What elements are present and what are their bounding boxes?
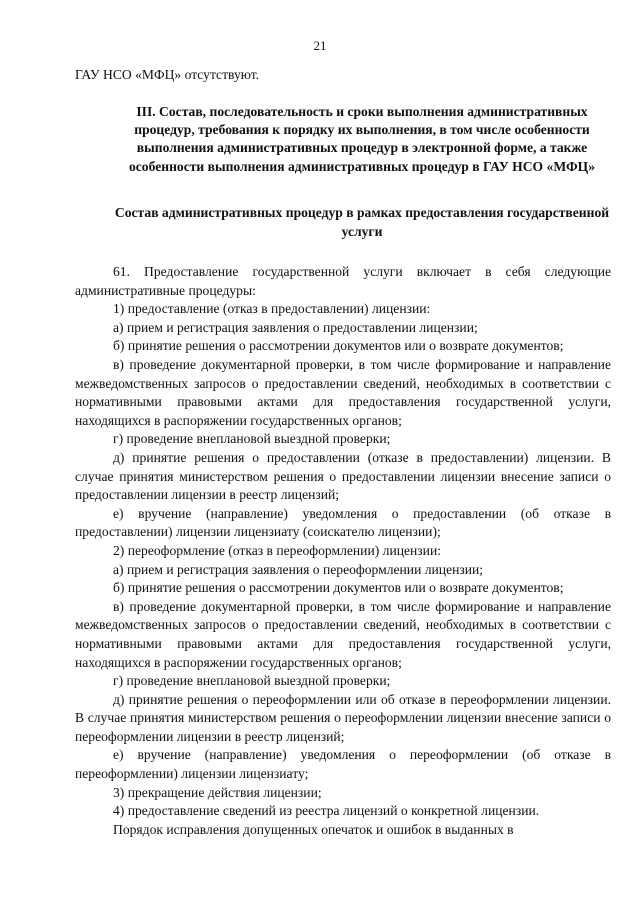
list-item: б) принятие решения о рассмотрении документов или о возврате документов; <box>113 338 564 354</box>
section-heading: III. Состав, последовательность и сроки выполнения административных процедур, требования к порядку их выполнения, в том числе особенности выполнения административных процедур в электронной форме, а также особенности выполнения административных процедур в ГАУ НСО «МФЦ» <box>128 103 596 174</box>
subheading: Состав административных процедур в рамках предоставления государственной услуги <box>114 205 610 239</box>
list-item: е) вручение (направление) уведомления о предоставлении (об отказе в предоставлении) лицензии лицензиату (соискателю лицензии); <box>75 505 611 540</box>
list-item: 3) прекращение действия лицензии; <box>113 784 322 800</box>
document-body <box>75 66 611 839</box>
intro-line: ГАУ НСО «МФЦ» отсутствуют. <box>75 67 260 82</box>
list-item: а) прием и регистрация заявления о предоставлении лицензии; <box>113 319 478 335</box>
page-number: 21 <box>313 38 327 53</box>
paragraph: Порядок исправления допущенных опечаток и ошибок в выданных в <box>113 821 514 837</box>
list-item: в) проведение документарной проверки, в том числе формирование и направление межведомственных запросов о предоставлении сведений, необходимых в соответствии с нормативными правовыми актами для предоставления государственной услуги, находящихся в распоряжении государственных органов; <box>75 357 611 428</box>
list-item: 1) предоставление (отказ в предоставлении) лицензии: <box>113 301 431 317</box>
list-item: г) проведение внеплановой выездной проверки; <box>113 673 391 689</box>
list-item: е) вручение (направление) уведомления о переоформлении (об отказе в переоформлении) лицензии лицензиату; <box>75 747 611 782</box>
paragraph: 61. Предоставление государственной услуги включает в себя следующие административные процедуры: <box>75 264 611 298</box>
list-item: 4) предоставление сведений из реестра лицензий о конкретной лицензии. <box>113 803 540 819</box>
list-item: а) прием и регистрация заявления о переоформлении лицензии; <box>113 561 484 577</box>
list-item: б) принятие решения о рассмотрении документов или о возврате документов; <box>113 580 564 596</box>
list-item: в) проведение документарной проверки, в том числе формирование и направление межведомственных запросов о предоставлении сведений, необходимых в соответствии с нормативными правовыми актами для предоставления государственной услуги, находящихся в распоряжении государственных органов; <box>75 598 611 670</box>
list-item: 2) переоформление (отказ в переоформлении) лицензии: <box>113 542 441 558</box>
list-item: д) принятие решения о переоформлении или об отказе в переоформлении лицензии. В случае принятия министерством решения о переоформлении лицензии внесение записи о переоформлении лицензии в реестр лицензий; <box>75 691 611 744</box>
list-item: д) принятие решения о предоставлении (отказе в предоставлении) лицензии. В случае принятия министерством решения о предоставлении лицензии внесение записи о предоставлении лицензии в реестр лицензий; <box>75 449 611 503</box>
list-item: г) проведение внеплановой выездной проверки; <box>113 431 391 447</box>
